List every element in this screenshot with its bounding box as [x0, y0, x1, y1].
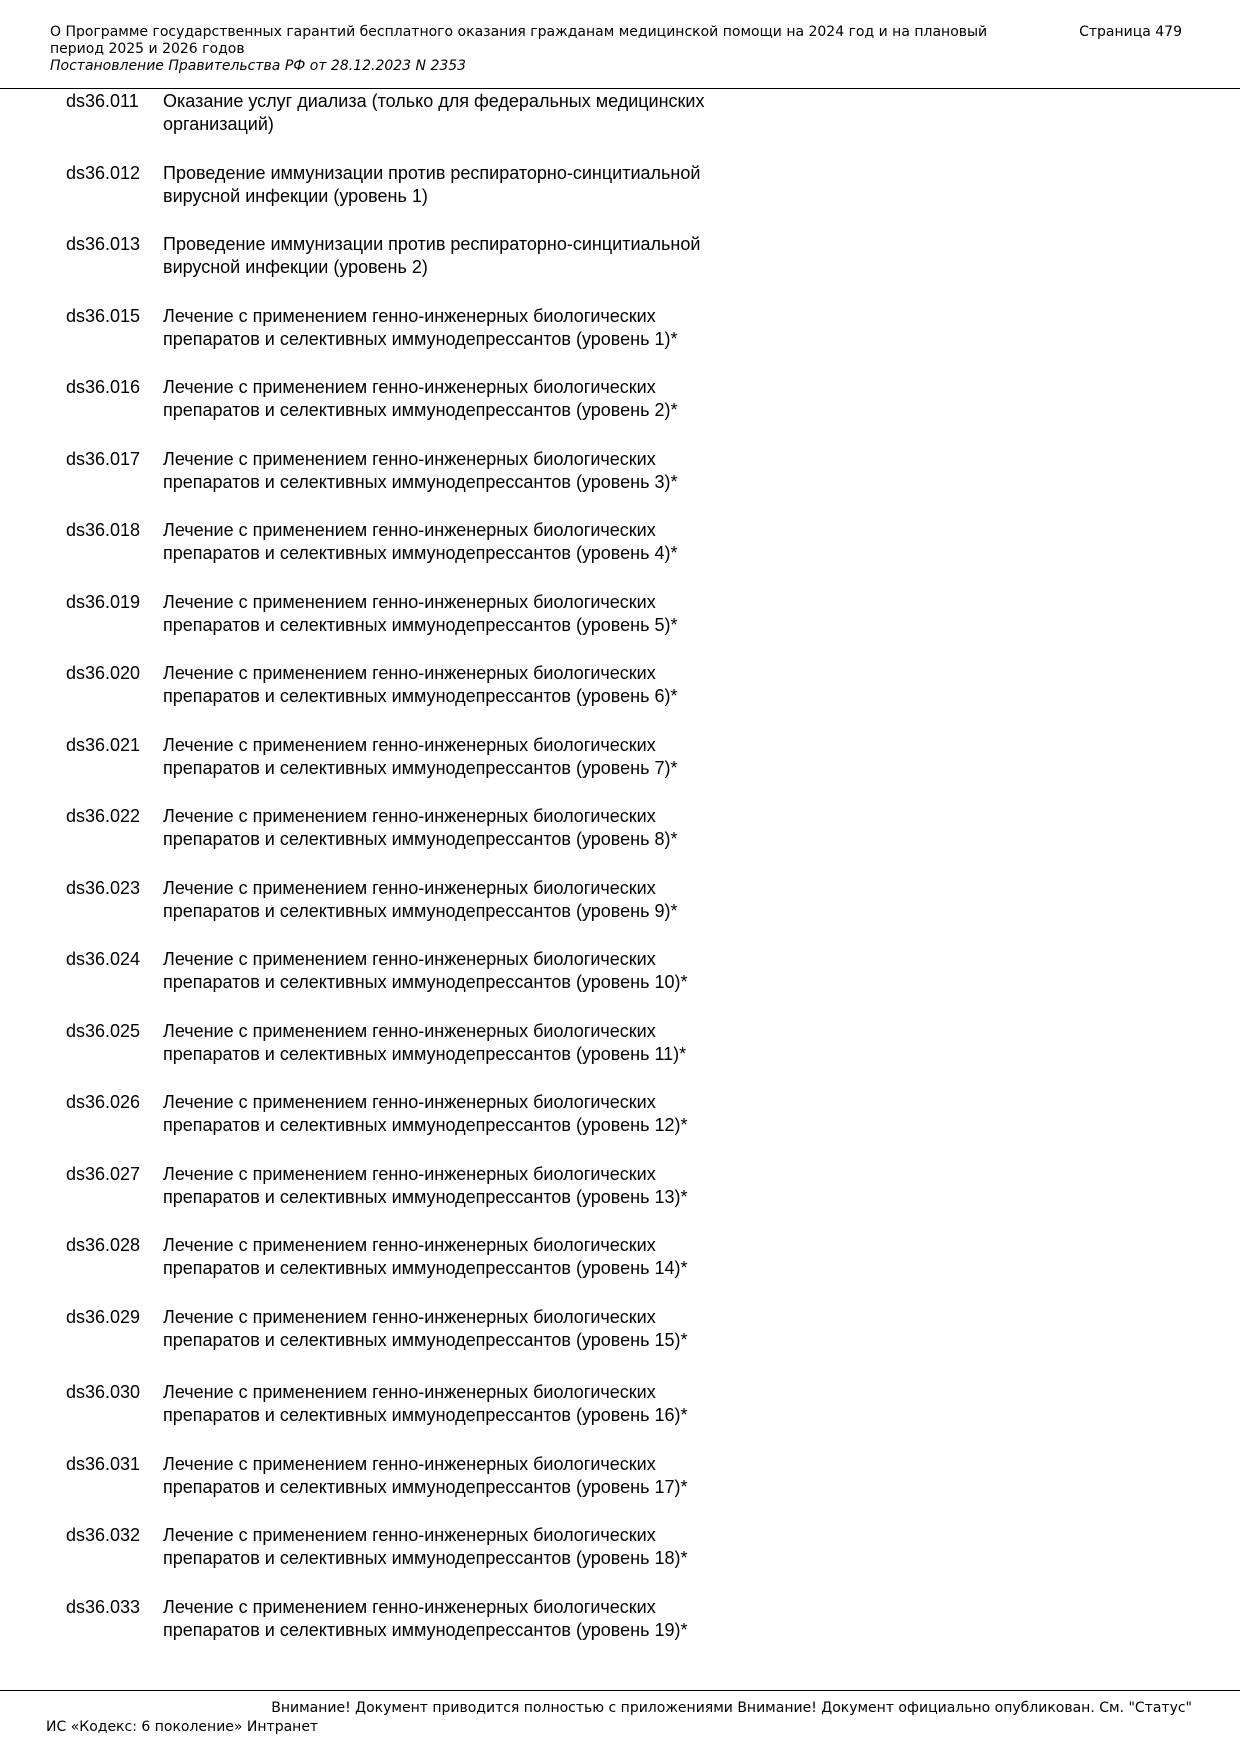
row-name: Лечение с применением генно-инженерных биологических препаратов и селективных иммунодепрессантов (уровень 11)* [163, 1020, 687, 1064]
document-header [50, 24, 1190, 75]
row-name: Лечение с применением генно-инженерных биологических препаратов и селективных иммунодепрессантов (уровень 2)* [163, 377, 678, 420]
row-name: Лечение с применением генно-инженерных биологических препаратов и селективных иммунодепрессантов (уровень 15)* [163, 1306, 688, 1350]
row-name: Лечение с применением генно-инженерных биологических препаратов и селективных иммунодепрессантов (уровень 1)* [163, 305, 678, 349]
row-code: ds36.013 [66, 234, 141, 254]
row-code: ds36.021 [66, 734, 141, 755]
row-name: Лечение с применением генно-инженерных биологических препаратов и селективных иммунодепрессантов (уровень 3)* [163, 448, 678, 492]
row-code: ds36.027 [66, 1163, 141, 1184]
footer-system: ИС «Кодекс: 6 поколение» Интранет [46, 1719, 319, 1735]
row-name: Проведение иммунизации против респираторно-синцитиальной вирусной инфекции (уровень 2) [163, 234, 701, 277]
row-code: ds36.017 [66, 448, 141, 469]
row-name: Лечение с применением генно-инженерных биологических препаратов и селективных иммунодепрессантов (уровень 7)* [163, 734, 678, 778]
row-code: ds36.033 [66, 1596, 141, 1617]
document-subtitle: Постановление Правительства РФ от 28.12.2023 N 2353 [50, 58, 467, 74]
row-name: Лечение с применением генно-инженерных биологических препаратов и селективных иммунодепрессантов (уровень 10)* [163, 949, 688, 992]
row-name: Лечение с применением генно-инженерных биологических препаратов и селективных иммунодепрессантов (уровень 6)* [163, 663, 678, 706]
row-name: Лечение с применением генно-инженерных биологических препаратов и селективных иммунодепрессантов (уровень 4)* [163, 520, 678, 563]
footer-notice: Внимание! Документ приводится полностью с приложениями Внимание! Документ официально опубликован. См. "Статус" [271, 1700, 1192, 1716]
row-code: ds36.020 [66, 663, 141, 683]
row-code: ds36.022 [66, 806, 141, 826]
row-name: Лечение с применением генно-инженерных биологических препаратов и селективных иммунодепрессантов (уровень 14)* [163, 1235, 688, 1278]
row-code: ds36.026 [66, 1092, 141, 1112]
row-name: Лечение с применением генно-инженерных биологических препаратов и селективных иммунодепрессантов (уровень 16)* [163, 1382, 688, 1425]
row-name: Лечение с применением генно-инженерных биологических препаратов и селективных иммунодепрессантов (уровень 19)* [163, 1596, 688, 1640]
row-code: ds36.031 [66, 1453, 141, 1474]
row-name: Лечение с применением генно-инженерных биологических препаратов и селективных иммунодепрессантов (уровень 18)* [163, 1525, 688, 1568]
row-name: Лечение с применением генно-инженерных биологических препаратов и селективных иммунодепрессантов (уровень 8)* [163, 806, 678, 849]
row-name: Лечение с применением генно-инженерных биологических препаратов и селективных иммунодепрессантов (уровень 12)* [163, 1092, 688, 1135]
header-divider [0, 88, 1240, 89]
row-code: ds36.029 [66, 1306, 141, 1327]
page-number: Страница 479 [1079, 24, 1182, 40]
row-code: ds36.016 [66, 377, 141, 397]
row-name: Лечение с применением генно-инженерных биологических препаратов и селективных иммунодепрессантов (уровень 17)* [163, 1453, 688, 1497]
row-code: ds36.018 [66, 520, 141, 540]
row-name: Оказание услуг диализа (только для федеральных медицинских организаций) [163, 91, 705, 134]
row-code: ds36.015 [66, 305, 141, 326]
row-code: ds36.023 [66, 877, 141, 898]
row-code: ds36.019 [66, 591, 141, 612]
row-code: ds36.011 [66, 91, 139, 111]
row-code: ds36.024 [66, 949, 141, 969]
row-code: ds36.028 [66, 1235, 141, 1255]
row-name: Проведение иммунизации против респираторно-синцитиальной вирусной инфекции (уровень 1) [163, 162, 701, 206]
document-title: О Программе государственных гарантий бесплатного оказания гражданам медицинской помощи на 2024 год и на плановый период 2025 и 2026 годов [50, 24, 988, 57]
row-code: ds36.025 [66, 1020, 141, 1041]
row-code: ds36.032 [66, 1525, 141, 1545]
row-name: Лечение с применением генно-инженерных биологических препаратов и селективных иммунодепрессантов (уровень 5)* [163, 591, 678, 635]
footer-divider [0, 1690, 1240, 1691]
row-name: Лечение с применением генно-инженерных биологических препаратов и селективных иммунодепрессантов (уровень 9)* [163, 877, 678, 921]
row-code: ds36.030 [66, 1382, 141, 1402]
row-code: ds36.012 [66, 162, 141, 183]
row-name: Лечение с применением генно-инженерных биологических препаратов и селективных иммунодепрессантов (уровень 13)* [163, 1163, 688, 1207]
